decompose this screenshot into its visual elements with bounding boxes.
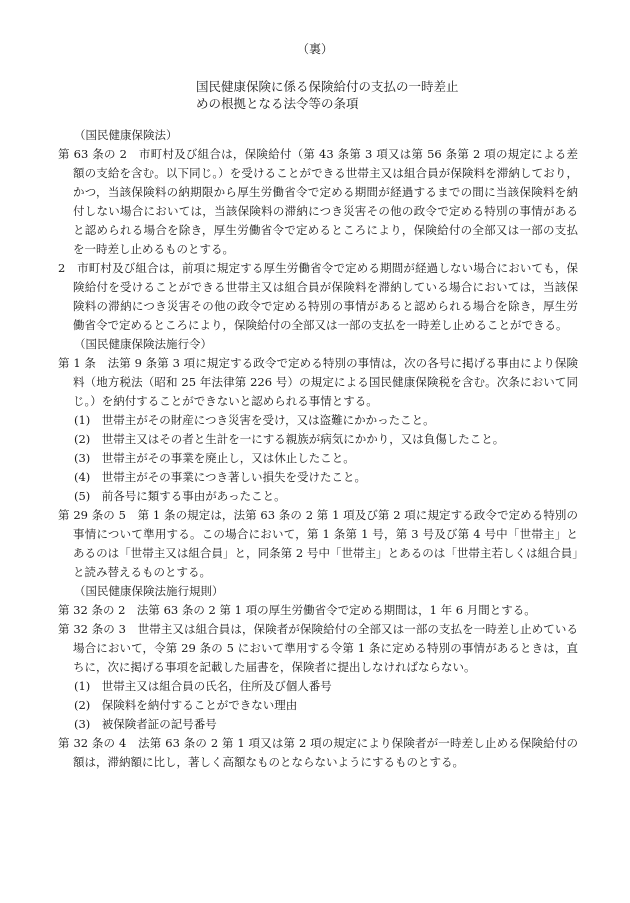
list-item: (3) 被保険者証の記号番号 [74, 717, 217, 731]
list-item: (1) 世帯主がその財産につき災害を受け，又は盗難にかかったこと。 [74, 413, 435, 427]
list-item: (5) 前各号に類する事由があったこと。 [74, 489, 286, 503]
article-paragraph: 第 29 条の 5 第 1 条の規定は，法第 63 条の 2 第 1 項及び第 2 項に規定する政令で定める特別の事情について準用する。この場合において，第 1 条第 1 号，第 3 号及び第 4 号中「世帯主」とあるのは「世帯主又は組合員」と，同条第 2 号中「世帯主」とあるのは「世帯主若しくは組合員」と読み替えるものとする。 [58, 508, 578, 579]
article-paragraph: 第 32 条の 3 世帯主又は組合員は，保険者が保険給付の全部又は一部の支払を一時差し止めている場合において，令第 29 条の 5 において準用する令第 1 条に定める特別の事情があるときは，直ちに，次に掲げる事項を記載した届書を，保険者に提出しなければならない。 [58, 622, 578, 674]
list-item: (1) 世帯主又は組合員の氏名，住所及び個人番号 [74, 679, 332, 693]
list-item: (3) 世帯主がその事業を廃止し，又は休止したこと。 [74, 451, 355, 465]
article-paragraph: 第 32 条の 2 法第 63 条の 2 第 1 項の厚生労働省令で定める期間は，1 年 6 月間とする。 [58, 603, 536, 617]
article-paragraph: 第 63 条の 2 市町村及び組合は，保険給付（第 43 条第 3 項又は第 56 条第 2 項の規定による差額の支給を含む。以下同じ。）を受けることができる世帯主又は組合員が保険料を滞納しており，かつ，当該保険料の納期限から厚生労働省令で定める期間が経過するまでの間に当該保険料を納付しない場合においては，当該保険料の滞納につき災害その他の政令で定める特別の事情があると認められる場合を除き，厚生労働省令で定めるところにより，保険給付の全部又は一部の支払を一時差し止めるものとする。 [58, 147, 578, 256]
section-heading: （国民健康保険法施行令） [74, 337, 212, 351]
list-item: (2) 世帯主又はその者と生計を一にする親族が病気にかかり，又は負傷したこと。 [74, 432, 505, 446]
article-paragraph: 第 1 条 法第 9 条第 3 項に規定する政令で定める特別の事情は，次の各号に掲げる事由により保険料（地方税法（昭和 25 年法律第 226 号）の規定による国民健康保険税を含む。次条において同じ。）を納付することができないと認められる事情とする。 [58, 356, 578, 408]
document-title [196, 78, 459, 112]
list-item: (2) 保険料を納付することができない理由 [74, 698, 298, 712]
article-paragraph: 2 市町村及び組合は，前項に規定する厚生労働省令で定める期間が経過しない場合においても，保険給付を受けることができる世帯主又は組合員が保険料を滞納している場合においては，当該保険料の滞納につき災害その他の政令で定める特別の事情があると認められる場合を除き，厚生労働省令で定めるところにより，保険給付の全部又は一部の支払を一時差し止めることができる。 [58, 261, 578, 332]
section-heading: （国民健康保険法） [74, 128, 178, 142]
title-line: 国民健康保険に係る保険給付の支払の一時差止 [196, 79, 459, 94]
section-heading: （国民健康保険法施行規則） [74, 584, 224, 598]
document-body [58, 126, 578, 772]
page-header: （裏） [296, 42, 333, 56]
list-item: (4) 世帯主がその事業につき著しい損失を受けたこと。 [74, 470, 367, 484]
title-line: めの根拠となる法令等の条項 [196, 96, 359, 111]
article-paragraph: 第 32 条の 4 法第 63 条の 2 第 1 項又は第 2 項の規定により保険者が一時差し止める保険給付の額は，滞納額に比し，著しく高額なものとならないようにするものとする。 [58, 736, 578, 769]
